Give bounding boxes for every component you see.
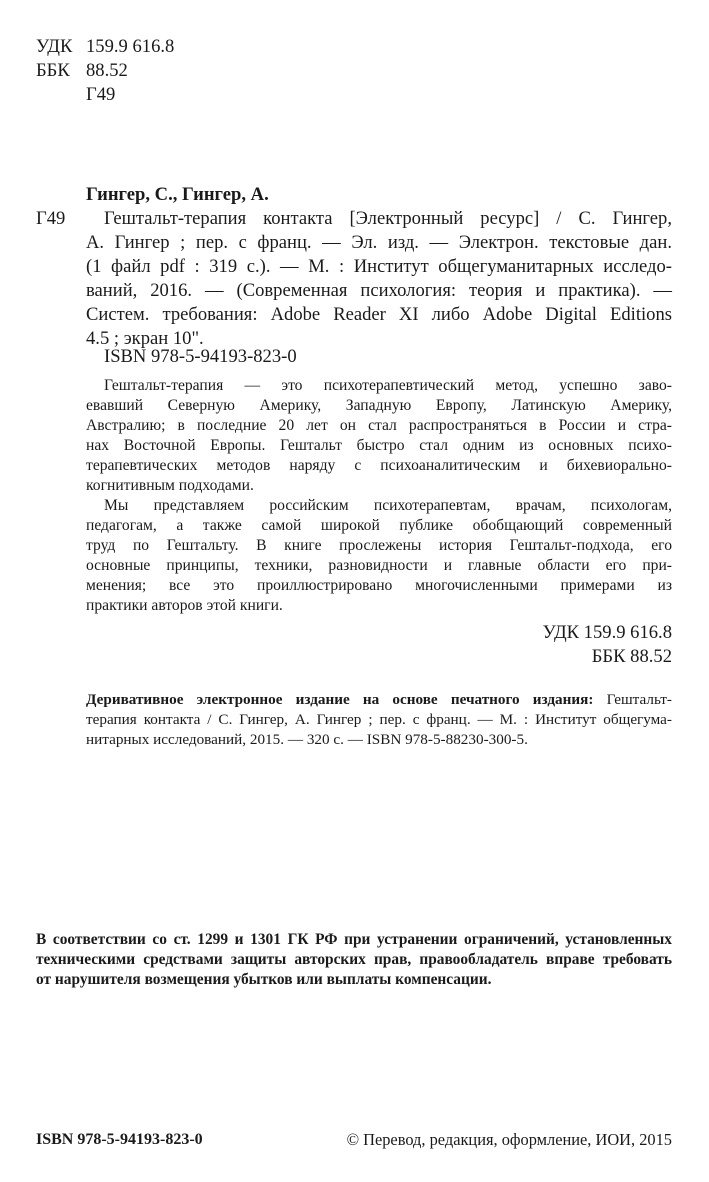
abstract-line: практики авторов этой книги.: [86, 597, 283, 614]
footer-copyright: © Перевод, редакция, оформление, ИОИ, 2015: [346, 1130, 672, 1149]
abstract-line: Гештальт-терапия — это психотерапевтический метод, успешно заво-: [104, 377, 672, 394]
record-isbn: ISBN 978-5-94193-823-0: [104, 346, 297, 367]
legal-line: техническими средствами защиты авторских прав, правообладатель вправе требовать: [36, 951, 672, 968]
record-description-line: Систем. требования: Adobe Reader XI либо Adobe Digital Editions: [86, 304, 672, 325]
abstract-line: нах Восточной Европы. Гештальт быстро стал одним из основных психо-: [86, 437, 672, 454]
legal-line: от нарушителя возмещения убытков или выплаты компенсации.: [36, 971, 492, 988]
author-sign: Г49: [86, 84, 116, 105]
legal-line: В соответствии со ст. 1299 и 1301 ГК РФ при устранении ограничений, установленных: [36, 931, 672, 948]
abstract-line: педагогам, а также самой широкой публике обобщающий современный: [86, 517, 672, 534]
abstract-line: Австралию; в последние 20 лет он стал распространяться в России и стра-: [86, 417, 672, 434]
abstract-line: евавший Северную Америку, Западную Европу, Латинскую Америку,: [86, 397, 672, 414]
bbk-value: 88.52: [86, 60, 128, 81]
record-description-line: ваний, 2016. — (Современная психология: теория и практика). —: [86, 280, 672, 301]
udk-right: УДК 159.9 616.8: [542, 622, 672, 643]
bbk-label: ББК: [36, 60, 70, 81]
derivative-line-1: [86, 690, 672, 710]
abstract-line: когнитивным подходами.: [86, 477, 254, 494]
abstract-line: труд по Гештальту. В книге прослежены история Гештальт-подхода, его: [86, 537, 672, 554]
derivative-line-3: нитарных исследований, 2015. — 320 с. — ISBN 978-5-88230-300-5.: [86, 731, 528, 748]
abstract-line: терапевтических методов наряду с психоаналитическим и бихевиорально-: [86, 457, 672, 474]
record-description-line: Гештальт-терапия контакта [Электронный ресурс] / С. Гингер,: [104, 208, 672, 229]
bbk-right: ББК 88.52: [591, 646, 672, 667]
derivative-line1-rest: Гештальт-: [593, 691, 672, 708]
abstract-line: Мы представляем российским психотерапевтам, врачам, психологам,: [104, 497, 672, 514]
derivative-bold-prefix: Деривативное электронное издание на основе печатного издания:: [86, 691, 594, 708]
record-description-line: 4.5 ; экран 10".: [86, 328, 204, 349]
footer-isbn: ISBN 978-5-94193-823-0: [36, 1131, 203, 1148]
udk-label: УДК: [36, 36, 73, 57]
record-authors: Гингер, С., Гингер, А.: [86, 184, 269, 205]
record-sign: Г49: [36, 208, 66, 229]
udk-value: 159.9 616.8: [86, 36, 175, 57]
record-description-line: (1 файл pdf : 319 с.). — М. : Институт общегуманитарных исследо-: [86, 256, 672, 277]
record-description-line: А. Гингер ; пер. с франц. — Эл. изд. — Электрон. текстовые дан.: [86, 232, 672, 253]
abstract-line: менения; все это проиллюстрировано многочисленными примерами из: [86, 577, 672, 594]
derivative-line-2: терапия контакта / С. Гингер, А. Гингер ; пер. с франц. — М. : Институт общегума-: [86, 711, 672, 728]
abstract-line: основные принципы, техники, разновидности и главные области его при-: [86, 557, 672, 574]
